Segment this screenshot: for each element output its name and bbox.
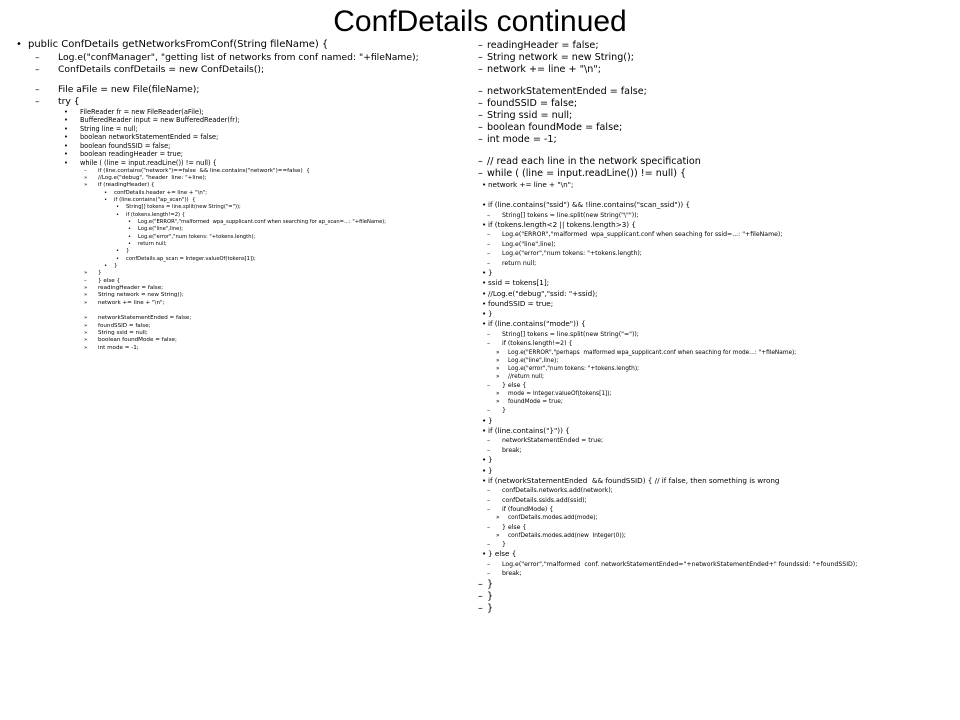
right-code-line <box>478 86 958 98</box>
right-code-line <box>478 319 958 329</box>
code-text: while ( (line = input.readLine()) != null) { <box>80 159 217 168</box>
bullet-marker: – <box>478 578 483 590</box>
left-code-line <box>10 330 470 337</box>
left-code-line <box>10 76 470 84</box>
bullet-marker: » <box>496 532 500 539</box>
code-text: networkStatementEnded = false; <box>98 315 192 322</box>
right-code-line <box>478 211 958 220</box>
code-text: int mode = -1; <box>98 344 139 351</box>
code-text: confDetails.ssids.add(ssid); <box>502 496 587 504</box>
right-code-line <box>478 259 958 268</box>
code-text: break; <box>502 570 522 578</box>
code-text: } <box>487 602 494 614</box>
bullet-marker: – <box>487 541 491 548</box>
bullet-marker: – <box>478 602 483 614</box>
left-code-line <box>10 133 470 142</box>
code-text: Log.e("error","num tokens: "+tokens.length); <box>508 365 640 372</box>
right-code-line <box>478 134 958 146</box>
right-code-line <box>478 240 958 249</box>
code-text: networkStatementEnded = true; <box>502 437 604 445</box>
bullet-marker: • <box>116 255 120 262</box>
bullet-marker: • <box>482 415 487 425</box>
code-text: } <box>488 267 493 277</box>
code-text: } <box>488 465 493 475</box>
bullet-marker: • <box>64 133 68 142</box>
bullet-marker: – <box>478 110 483 121</box>
code-text: } <box>502 407 506 415</box>
right-code-line <box>478 156 958 168</box>
right-code-line <box>478 64 958 76</box>
left-code-line <box>10 241 470 248</box>
right-code-line <box>478 549 958 559</box>
bullet-marker: • <box>482 465 487 475</box>
right-code-line <box>478 278 958 288</box>
code-text: confDetails.modes.add(new Integer(0)); <box>508 532 626 539</box>
bullet-marker: – <box>487 487 491 495</box>
code-text: } <box>488 455 493 465</box>
code-text: } else { <box>502 381 527 389</box>
code-text: //Log.e("debug", "header line: "+line); <box>98 175 207 182</box>
bullet-marker: – <box>478 40 483 51</box>
bullet-marker: • <box>482 288 487 298</box>
left-code-line <box>10 204 470 211</box>
bullet-marker: • <box>128 219 132 226</box>
left-code-line <box>10 182 470 189</box>
bullet-marker: – <box>487 437 491 445</box>
right-code-line <box>478 398 958 406</box>
bullet-marker: – <box>84 167 87 174</box>
code-text: if (line.contains("mode")) { <box>488 319 586 329</box>
right-code-line <box>478 591 958 603</box>
code-text: } else { <box>502 523 527 531</box>
code-text: readingHeader = false; <box>487 40 599 51</box>
right-code-line <box>478 505 958 514</box>
bullet-marker: – <box>478 52 483 63</box>
bullet-marker: » <box>496 357 500 364</box>
right-code-line <box>478 180 958 190</box>
left-code-line <box>10 323 470 330</box>
right-code-line <box>478 569 958 578</box>
right-code-line <box>478 373 958 381</box>
right-code-line <box>478 268 958 278</box>
right-code-line <box>478 416 958 426</box>
left-code-line <box>10 116 470 125</box>
bullet-marker: » <box>84 322 88 329</box>
bullet-marker: • <box>482 220 487 229</box>
code-text: } <box>487 578 494 590</box>
left-code-line <box>10 307 470 315</box>
bullet-marker: • <box>482 180 487 189</box>
bullet-marker: • <box>128 233 132 240</box>
bullet-marker: • <box>482 267 487 277</box>
right-code-line <box>478 455 958 465</box>
code-text: String line = null; <box>80 124 138 133</box>
slide-title: ConfDetails continued <box>333 5 627 38</box>
bullet-marker: – <box>84 277 87 284</box>
code-text: mode = Integer.valueOf(tokens[1]); <box>508 391 612 398</box>
code-text: // read each line in the network specification <box>487 156 701 167</box>
left-code-line <box>10 64 470 76</box>
bullet-marker: » <box>496 373 500 380</box>
code-text: if (tokens.length!=2) { <box>502 340 573 348</box>
bullet-marker: – <box>487 506 491 513</box>
bullet-marker: • <box>104 189 108 196</box>
code-text: } else { <box>98 277 121 284</box>
bullet-marker: – <box>487 446 491 454</box>
bullet-marker: • <box>64 150 68 159</box>
bullet-marker: • <box>64 159 68 168</box>
bullet-marker: » <box>84 292 88 299</box>
right-code-line <box>478 220 958 230</box>
bullet-marker: • <box>482 309 487 319</box>
bullet-marker: – <box>487 211 491 219</box>
code-text: if (tokens.length<2 || tokens.length>3) { <box>488 220 636 229</box>
code-text: //return null; <box>508 373 544 380</box>
code-text: int mode = -1; <box>487 134 557 145</box>
left-code-line <box>10 212 470 219</box>
right-code-line <box>478 76 958 86</box>
code-text: networkStatementEnded = false; <box>487 86 647 97</box>
left-code-line <box>10 300 470 307</box>
right-code-line <box>478 476 958 486</box>
right-code-line <box>478 540 958 549</box>
bullet-marker: • <box>116 248 120 255</box>
right-code-line <box>478 52 958 64</box>
right-code-line <box>478 200 958 210</box>
right-code-line <box>478 349 958 357</box>
left-code-line <box>10 345 470 352</box>
bullet-marker: – <box>478 122 483 133</box>
bullet-marker: » <box>84 284 88 291</box>
bullet-marker: • <box>116 204 120 211</box>
left-code-line <box>10 125 470 134</box>
right-code-line <box>478 532 958 540</box>
bullet-marker: » <box>84 175 88 182</box>
bullet-marker: • <box>64 141 68 150</box>
bullet-marker: – <box>478 134 483 145</box>
code-text: FileReader fr = new FileReader(aFile); <box>80 107 204 116</box>
right-code-line <box>478 496 958 505</box>
code-text: String network = new String(); <box>487 52 635 63</box>
code-text: confDetails.ap_scan = Integer.valueOf(tokens[1]); <box>126 255 256 262</box>
right-code-line <box>478 514 958 522</box>
bullet-marker: » <box>84 344 88 351</box>
right-code-line <box>478 190 958 200</box>
left-code-line <box>10 219 470 226</box>
right-code-line <box>478 249 958 258</box>
code-text: Log.e("ERROR","malformed wpa_supplicant.conf when searching for ap_scan=...: "+fileName); <box>138 219 387 226</box>
code-text: String[] tokens = line.split(new String("=")); <box>126 204 241 211</box>
bullet-marker: • <box>482 200 487 210</box>
code-text: //Log.e("debug","ssid: "+ssid); <box>488 288 598 298</box>
left-code-line <box>10 263 470 270</box>
bullet-marker: » <box>496 349 500 356</box>
code-text: String ssid = null; <box>98 329 148 336</box>
bullet-marker: • <box>482 549 487 559</box>
bullet-marker: – <box>487 407 491 415</box>
code-text: readingHeader = false; <box>98 284 164 291</box>
bullet-marker: – <box>487 330 491 338</box>
left-code-line <box>10 84 470 96</box>
bullet-marker: » <box>84 299 88 306</box>
bullet-marker: – <box>487 570 491 578</box>
bullet-marker: • <box>482 455 487 465</box>
left-code-line <box>10 159 470 168</box>
code-text: boolean foundMode = false; <box>98 337 177 344</box>
bullet-marker: • <box>482 475 487 485</box>
code-text: String ssid = null; <box>487 110 573 121</box>
code-text: } <box>114 262 118 269</box>
bullet-marker: • <box>64 124 68 133</box>
bullet-marker: – <box>487 340 491 348</box>
code-text: String[] tokens = line.split(new String("=")); <box>502 330 639 338</box>
code-text: foundMode = true; <box>508 399 563 406</box>
right-code-line <box>478 365 958 373</box>
bullet-marker: – <box>478 64 483 75</box>
bullet-marker: – <box>35 51 40 63</box>
bullet-marker: – <box>487 250 491 258</box>
code-text: Log.e("ERROR","perhaps malformed wpa_supplicant.conf when seaching for mode...: "+fileName); <box>508 349 797 356</box>
right-code-line <box>478 579 958 591</box>
bullet-marker: • <box>482 298 487 308</box>
code-text: return null; <box>138 240 167 247</box>
right-code-line <box>478 40 958 52</box>
bullet-marker: – <box>478 590 483 602</box>
code-text: Log.e("error","num tokens: "+tokens.length); <box>502 250 642 258</box>
code-text: if (readingHeader) { <box>98 182 155 189</box>
right-code-line <box>478 230 958 239</box>
code-text: while ( (line = input.readLine()) != null) { <box>487 168 687 179</box>
code-text: confDetails.networks.add(network); <box>502 487 613 495</box>
right-code-line <box>478 603 958 615</box>
code-text: foundSSID = false; <box>487 98 578 109</box>
bullet-marker: • <box>128 226 132 233</box>
right-code-line <box>478 436 958 445</box>
left-code-line <box>10 270 470 277</box>
left-code-line <box>10 278 470 285</box>
code-text: confDetails.modes.add(mode); <box>508 515 598 522</box>
code-text: boolean foundSSID = false; <box>80 141 171 150</box>
code-text: String[] tokens = line.split(new String("\"")); <box>502 211 639 219</box>
code-text: } <box>488 415 493 425</box>
code-text: network += line + "\n"; <box>98 299 165 306</box>
right-code-line <box>478 381 958 390</box>
right-code-line <box>478 426 958 436</box>
bullet-marker: » <box>496 391 500 398</box>
bullet-marker: • <box>16 39 22 50</box>
code-text: boolean readingHeader = true; <box>80 150 183 159</box>
code-text: if (line.contains("ap_scan")) { <box>114 197 196 204</box>
right-code-line <box>478 146 958 156</box>
code-text: File aFile = new File(fileName); <box>58 83 200 95</box>
left-code-column <box>10 38 470 352</box>
right-code-line <box>478 98 958 110</box>
code-text: public ConfDetails getNetworksFromConf(String fileName) { <box>28 39 329 50</box>
right-code-line <box>478 122 958 134</box>
bullet-marker: » <box>496 515 500 522</box>
bullet-marker: • <box>104 197 108 204</box>
right-code-line <box>478 406 958 415</box>
right-code-line <box>478 486 958 495</box>
bullet-marker: – <box>487 240 491 248</box>
right-code-line <box>478 299 958 309</box>
right-code-line <box>478 523 958 532</box>
bullet-marker: – <box>478 168 483 179</box>
bullet-marker: – <box>487 381 491 389</box>
bullet-marker: • <box>64 107 68 116</box>
code-text: ssid = tokens[1]; <box>488 278 550 288</box>
code-text: if (line.contains("}")) { <box>488 426 570 436</box>
right-code-line <box>478 466 958 476</box>
left-code-line <box>10 292 470 299</box>
right-code-line <box>478 168 958 180</box>
left-code-line <box>10 108 470 117</box>
bullet-marker: » <box>84 182 88 189</box>
bullet-marker: • <box>482 426 487 436</box>
left-code-line <box>10 38 470 52</box>
code-text: ConfDetails confDetails = new ConfDetails(); <box>58 63 265 75</box>
left-code-line <box>10 226 470 233</box>
code-text: Log.e("error","num tokens: "+tokens.length); <box>138 233 256 240</box>
bullet-marker: • <box>482 319 487 329</box>
left-code-line <box>10 96 470 108</box>
right-code-line <box>478 446 958 455</box>
code-text: Log.e("line",line); <box>138 226 184 233</box>
bullet-marker: – <box>487 560 491 568</box>
bullet-marker: – <box>487 231 491 239</box>
right-code-column <box>478 40 958 615</box>
code-text: if (networkStatementEnded && foundSSID) { // if false, then something is wrong <box>488 475 780 485</box>
bullet-marker: • <box>128 240 132 247</box>
code-text: } <box>502 541 506 548</box>
left-code-line <box>10 197 470 204</box>
right-code-line <box>478 330 958 339</box>
right-code-line <box>478 289 958 299</box>
code-text: Log.e("ERROR","malformed wpa_supplicant.conf when seaching for ssid=...: "+fileName); <box>502 231 783 239</box>
left-code-line <box>10 285 470 292</box>
code-text: if (foundMode) { <box>502 506 554 513</box>
bullet-marker: – <box>487 523 491 531</box>
code-text: String network = new String(); <box>98 292 184 299</box>
code-text: Log.e("line",line); <box>508 357 559 364</box>
bullet-marker: » <box>84 270 88 277</box>
code-text: foundSSID = false; <box>98 322 151 329</box>
bullet-marker: » <box>84 337 88 344</box>
code-text: Log.e("line",line); <box>502 240 556 248</box>
bullet-marker: • <box>64 116 68 125</box>
right-code-line <box>478 110 958 122</box>
bullet-marker: • <box>104 262 108 269</box>
code-text: } <box>487 590 494 602</box>
left-code-line <box>10 142 470 151</box>
bullet-marker: » <box>496 365 500 372</box>
code-text: boolean networkStatementEnded = false; <box>80 133 219 142</box>
code-text: network += line + "\n"; <box>488 180 574 189</box>
left-code-line <box>10 52 470 64</box>
code-text: boolean foundMode = false; <box>487 122 623 133</box>
code-text: network += line + "\n"; <box>487 64 601 75</box>
left-code-line <box>10 337 470 344</box>
code-text: if (line.contains("ssid") && !line.contains("scan_ssid")) { <box>488 200 691 210</box>
right-code-line <box>478 390 958 398</box>
right-code-line <box>478 339 958 348</box>
code-text: try { <box>58 95 80 107</box>
left-code-line <box>10 256 470 263</box>
bullet-marker: » <box>84 329 88 336</box>
left-code-line <box>10 168 470 175</box>
code-text: foundSSID = true; <box>488 298 554 308</box>
left-code-line <box>10 150 470 159</box>
code-text: Log.e("confManager", "getting list of networks from conf named: "+fileName); <box>58 51 419 63</box>
left-code-line <box>10 315 470 322</box>
bullet-marker: – <box>35 95 40 107</box>
left-code-line <box>10 234 470 241</box>
code-text: } <box>98 270 102 277</box>
code-text: confDetails.header += line + "\n"; <box>114 189 208 196</box>
bullet-marker: • <box>482 278 487 288</box>
code-text: break; <box>502 446 522 454</box>
bullet-marker: » <box>496 399 500 406</box>
code-text: Log.e("error","malformed conf. networkStatementEnded="+networkStatementEnded+" foundssid: "+foundSSID); <box>502 560 858 568</box>
code-text: if (line.contains("network")==false && line.contains("network")==false) { <box>98 167 310 174</box>
bullet-marker: » <box>84 315 88 322</box>
code-text: } <box>126 248 130 255</box>
left-code-line <box>10 248 470 255</box>
bullet-marker: – <box>478 156 483 167</box>
bullet-marker: – <box>35 63 40 75</box>
bullet-marker: – <box>35 83 40 95</box>
left-code-line <box>10 190 470 197</box>
code-text: } else { <box>488 549 517 559</box>
right-code-line <box>478 357 958 365</box>
code-text: if (tokens.length!=2) { <box>126 211 186 218</box>
bullet-marker: – <box>478 98 483 109</box>
bullet-marker: • <box>116 211 120 218</box>
code-text: return null; <box>502 259 537 267</box>
code-text: } <box>488 309 493 319</box>
right-code-line <box>478 560 958 569</box>
bullet-marker: – <box>478 86 483 97</box>
left-code-line <box>10 175 470 182</box>
right-code-line <box>478 309 958 319</box>
bullet-marker: – <box>487 259 491 267</box>
bullet-marker: – <box>487 496 491 504</box>
code-text: BufferedReader input = new BufferedReader(fr); <box>80 116 240 125</box>
